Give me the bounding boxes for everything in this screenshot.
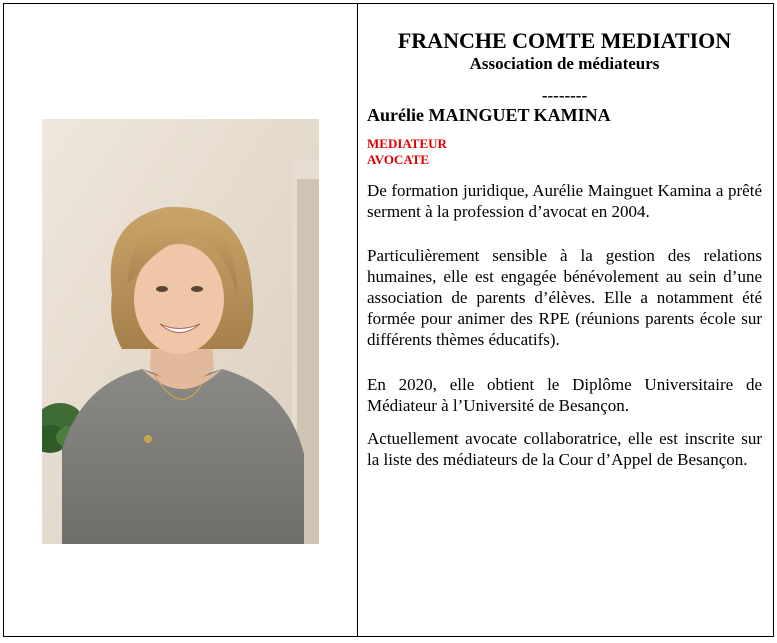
bio-paragraph: Actuellement avocate collaboratrice, elle est inscrite sur la liste des médiateurs de la Cour d’Appel de Besançon. [367,429,762,469]
bio-paragraph: De formation juridique, Aurélie Mainguet Kamina a prêté serment à la profession d’avocat en 2004. [367,181,762,221]
bio-paragraph: En 2020, elle obtient le Diplôme Universitaire de Médiateur à l’Université de Besançon. [367,375,762,415]
roles-list [367,136,762,168]
column-divider [357,3,358,637]
organization-subtitle: Association de médiateurs [469,54,660,73]
portrait-photo [42,119,319,544]
role-mediator: MEDIATEUR [367,136,447,151]
role-lawyer: AVOCATE [367,152,430,167]
person-name: Aurélie MAINGUET KAMINA [367,105,611,125]
bio-paragraph: Particulièrement sensible à la gestion des relations humaines, elle est engagée bénévolement au sein d’une association de parents d’élèves. Elle a notamment été formée pour animer des RPE (réunions parents école sur différents thèmes éducatifs). [367,246,762,349]
info-column [367,28,762,470]
separator-dashes: -------- [541,86,588,105]
organization-title: FRANCHE COMTE MEDIATION [397,28,732,53]
